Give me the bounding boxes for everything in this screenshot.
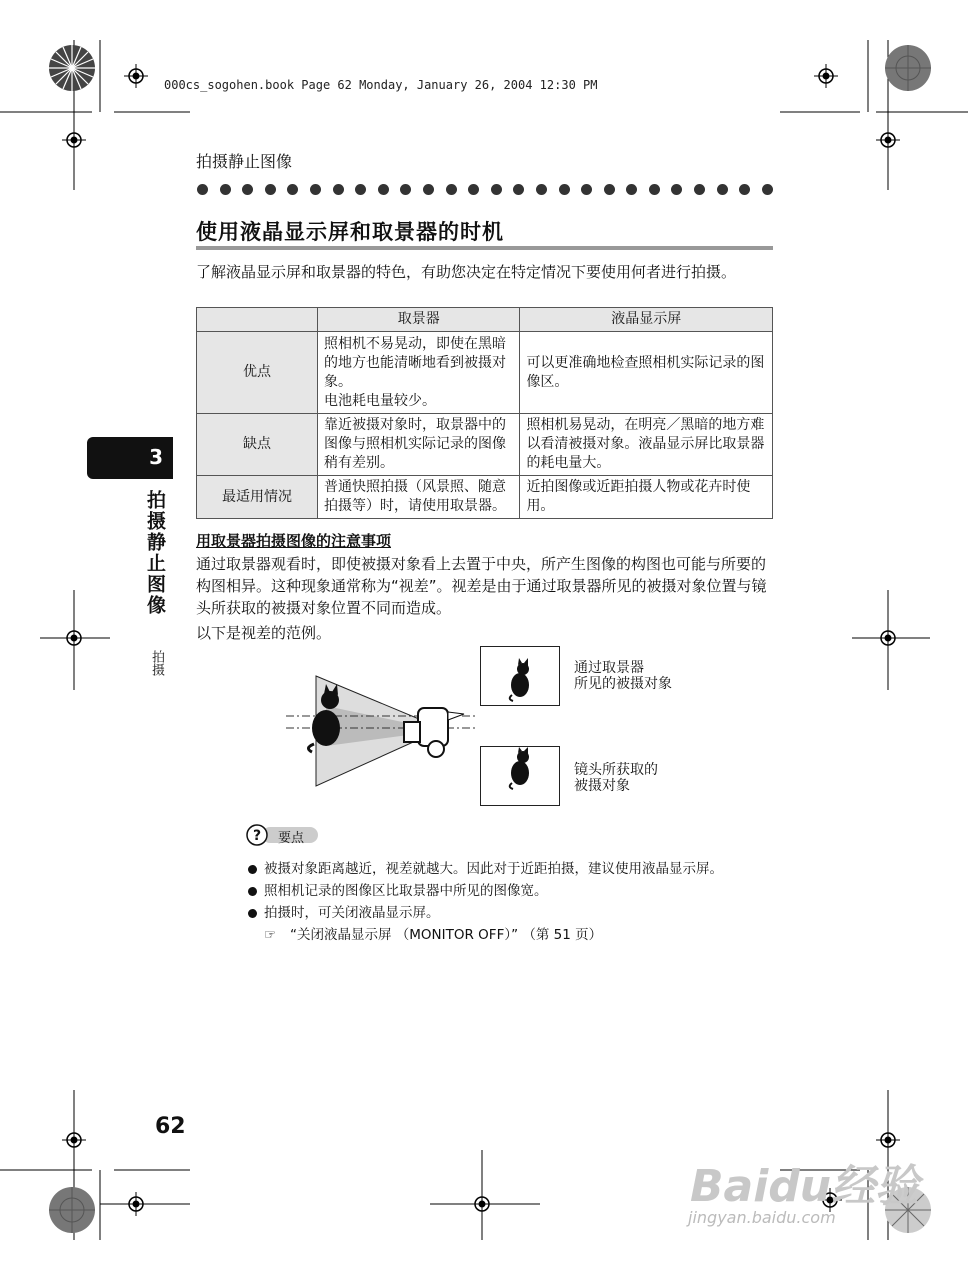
- table-header-row: [197, 308, 773, 332]
- tips-label: 要点: [278, 831, 305, 846]
- list-item: 拍摄时，可关闭液晶显示屏。: [246, 902, 806, 924]
- subheading: 用取景器拍摄图像的注意事项: [196, 532, 392, 550]
- tips-list: [246, 858, 806, 946]
- table-header-cell: 取景器: [318, 308, 520, 332]
- watermark-url: jingyan.baidu.com: [688, 1208, 836, 1227]
- chapter-number: 3: [149, 445, 163, 469]
- dot-divider: [197, 184, 773, 196]
- table-header-cell: [197, 308, 318, 332]
- viewfinder-frame: [480, 646, 560, 706]
- reference-text: “关闭液晶显示屏 （MONITOR OFF）” （第 51 页）: [290, 927, 603, 943]
- page-heading: 使用液晶显示屏和取景器的时机: [196, 220, 504, 244]
- caption-line: 镜头所获取的: [574, 762, 658, 778]
- lens-frame: [480, 746, 560, 806]
- cat-icon: [481, 747, 559, 805]
- page-reference: [246, 924, 806, 946]
- table-cell: 靠近被摄对象时，取景器中的图像与照相机实际记录的图像稍有差别。: [318, 414, 520, 476]
- print-info: 000cs_sogohen.book Page 62 Monday, January 26, 2004 12:30 PM: [164, 78, 598, 92]
- table-cell: 可以更准确地检查照相机实际记录的图像区。: [520, 332, 773, 414]
- body-paragraph-2: 以下是视差的范例。: [196, 624, 332, 642]
- chapter-title: 拍摄静止图像: [144, 490, 166, 616]
- section-label: 拍摄静止图像: [196, 152, 293, 171]
- table-row: [197, 332, 773, 414]
- cell-text: 电池耗电量较少。: [324, 392, 436, 409]
- gray-target-icon: [48, 1186, 96, 1234]
- color-target-icon: [48, 44, 96, 92]
- parallax-illustration: [286, 656, 476, 796]
- question-icon: [247, 825, 267, 845]
- watermark: Baidu经验: [690, 1161, 920, 1212]
- svg-text:?: ?: [252, 828, 262, 844]
- heading-rule: [196, 246, 773, 250]
- gray-target-icon: [884, 44, 932, 92]
- chapter-tab: [87, 437, 173, 479]
- caption-line: 通过取景器: [574, 660, 644, 676]
- row-label: 优点: [197, 332, 318, 414]
- camera-icon: [404, 708, 464, 757]
- chapter-subtitle: 拍摄: [149, 650, 164, 676]
- list-item: 照相机记录的图像区比取景器中所见的图像宽。: [246, 880, 806, 902]
- table-row: [197, 476, 773, 519]
- caption-line: 被摄对象: [574, 778, 630, 794]
- row-label: 最适用情况: [197, 476, 318, 519]
- row-label: 缺点: [197, 414, 318, 476]
- table-cell: 普通快照拍摄（风景照、随意拍摄等）时，请使用取景器。: [318, 476, 520, 519]
- table-header-cell: 液晶显示屏: [520, 308, 773, 332]
- caption-top: [574, 660, 672, 692]
- table-row: [197, 414, 773, 476]
- cell-text: 照相机不易晃动，即使在黑暗的地方也能清晰地看到被摄对象。: [324, 335, 506, 390]
- table-cell: [318, 332, 520, 414]
- intro-paragraph: 了解液晶显示屏和取景器的特色，有助您决定在特定情况下要使用何者进行拍摄。: [196, 263, 737, 281]
- comparison-table: [196, 307, 773, 519]
- table-cell: 近拍图像或近距拍摄人物或花卉时使用。: [520, 476, 773, 519]
- page-number: 62: [155, 1114, 186, 1139]
- body-paragraph: 通过取景器观看时，即使被摄对象看上去置于中央，所产生图像的构图也可能与所要的构图相异。这种现象通常称为“视差”。视差是由于通过取景器所见的被摄对象位置与镜头所获取的被摄对象位置不同而造成。: [196, 555, 767, 617]
- caption-bottom: [574, 762, 658, 794]
- caption-line: 所见的被摄对象: [574, 676, 672, 692]
- pointing-hand-icon: ☞: [264, 927, 277, 943]
- list-item: 被摄对象距离越近，视差就越大。因此对于近距拍摄，建议使用液晶显示屏。: [246, 858, 806, 880]
- table-cell: 照相机易晃动，在明亮／黑暗的地方难以看清被摄对象。液晶显示屏比取景器的耗电量大。: [520, 414, 773, 476]
- cat-icon: [481, 647, 559, 705]
